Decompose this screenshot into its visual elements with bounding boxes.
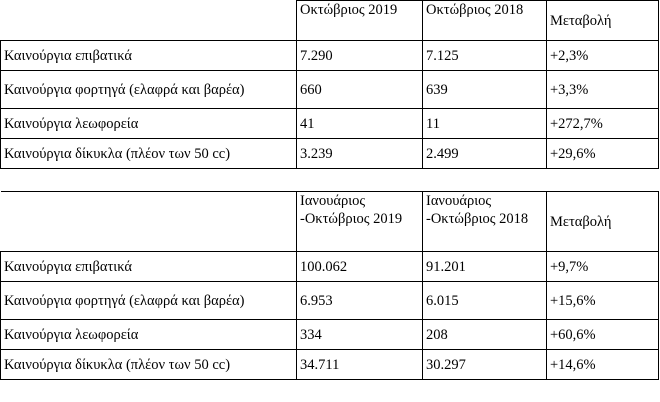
row-label: Καινούργια λεωφορεία xyxy=(1,109,297,139)
table2-header-col1: Ιανουάριος -Οκτώβριος 2019 xyxy=(297,192,423,252)
cell-value: 30.297 xyxy=(423,350,547,380)
table-row xyxy=(1,71,659,109)
table2-header-col3: Μεταβολή xyxy=(547,192,659,252)
row-label: Καινούργια επιβατικά xyxy=(1,252,297,282)
cell-value: 34.711 xyxy=(297,350,423,380)
cell-value: 41 xyxy=(297,109,423,139)
cell-change: +2,3% xyxy=(547,41,659,71)
row-label: Καινούργια φορτηγά (ελαφρά και βαρέα) xyxy=(1,282,297,320)
row-label: Καινούργια λεωφορεία xyxy=(1,320,297,350)
cell-value: 11 xyxy=(423,109,547,139)
cell-value: 208 xyxy=(423,320,547,350)
table2-header-empty xyxy=(1,192,297,252)
row-label: Καινούργια φορτηγά (ελαφρά και βαρέα) xyxy=(1,71,297,109)
table1-header-col1: Οκτώβριος 2019 xyxy=(297,1,423,41)
cell-change: +60,6% xyxy=(547,320,659,350)
cell-value: 100.062 xyxy=(297,252,423,282)
cell-value: 639 xyxy=(423,71,547,109)
table-row xyxy=(1,139,659,169)
table1-header-empty xyxy=(1,1,297,41)
cell-change: +272,7% xyxy=(547,109,659,139)
table2-header-col2: Ιανουάριος -Οκτώβριος 2018 xyxy=(423,192,547,252)
cell-value: 6.953 xyxy=(297,282,423,320)
cell-change: +15,6% xyxy=(547,282,659,320)
table1-header-row xyxy=(1,1,659,41)
cell-value: 334 xyxy=(297,320,423,350)
table-row xyxy=(1,350,659,380)
table-row xyxy=(1,282,659,320)
row-label: Καινούργια επιβατικά xyxy=(1,41,297,71)
table-row xyxy=(1,252,659,282)
cell-value: 7.290 xyxy=(297,41,423,71)
table-row xyxy=(1,320,659,350)
table-row xyxy=(1,41,659,71)
cell-change: +29,6% xyxy=(547,139,659,169)
cell-change: +14,6% xyxy=(547,350,659,380)
table2-header-row xyxy=(1,192,659,252)
cell-change: +9,7% xyxy=(547,252,659,282)
table1-header-col2: Οκτώβριος 2018 xyxy=(423,1,547,41)
table-row xyxy=(1,109,659,139)
cell-value: 3.239 xyxy=(297,139,423,169)
cell-value: 6.015 xyxy=(423,282,547,320)
table1-header-col3: Μεταβολή xyxy=(547,1,659,41)
row-label: Καινούργια δίκυκλα (πλέον των 50 cc) xyxy=(1,350,297,380)
cell-change: +3,3% xyxy=(547,71,659,109)
cell-value: 7.125 xyxy=(423,41,547,71)
row-label: Καινούργια δίκυκλα (πλέον των 50 cc) xyxy=(1,139,297,169)
cell-value: 660 xyxy=(297,71,423,109)
cell-value: 91.201 xyxy=(423,252,547,282)
cell-value: 2.499 xyxy=(423,139,547,169)
table-separator xyxy=(1,169,659,192)
